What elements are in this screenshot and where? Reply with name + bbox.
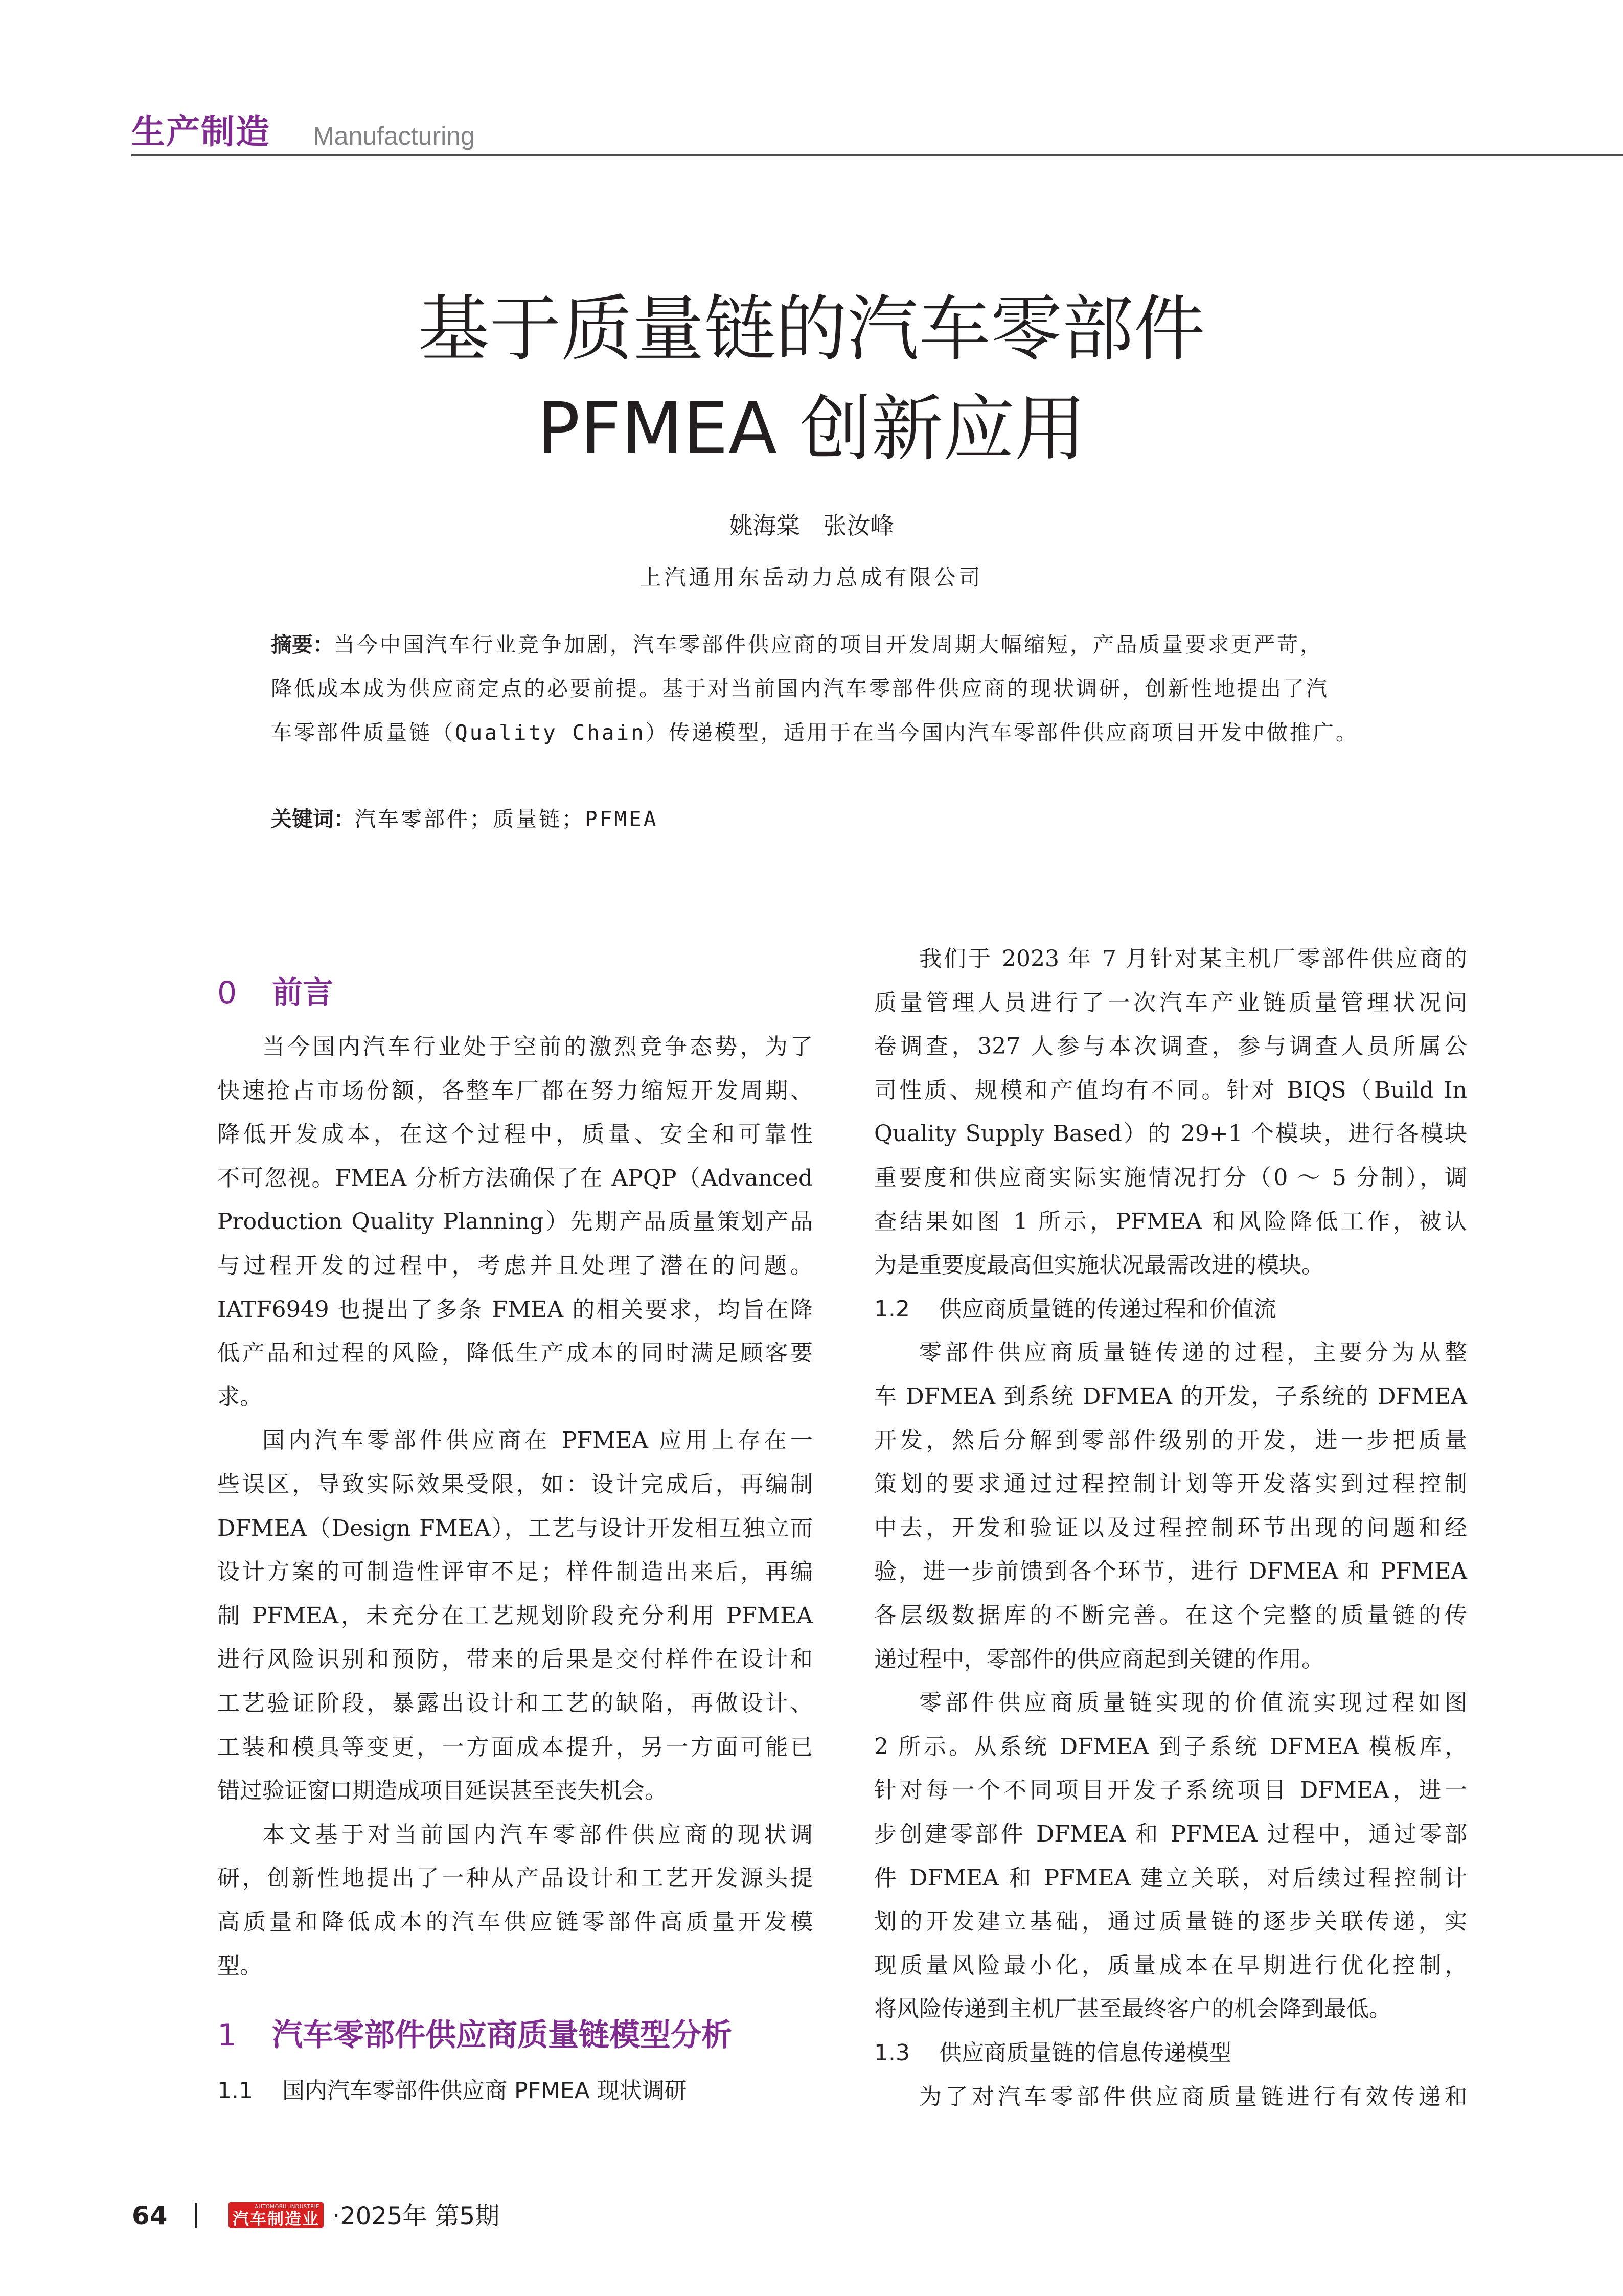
keywords-line [271, 806, 1467, 832]
subsection-heading-1-3: 1.3 供应商质量链的信息传递模型 [874, 2040, 1231, 2066]
abstract-line: 车零部件质量链（Quality Chain）传递模型，适用于在当今国内汽车零部件供应商项目开发中做推广。 [271, 720, 1359, 745]
logo-text-cn: 汽车制造业 [233, 2209, 320, 2228]
body-line: 制 PFMEA，未充分在工艺规划阶段充分利用 PFMEA [217, 1602, 813, 1629]
footer-divider [195, 2203, 197, 2228]
affiliation: 上汽通用东岳动力总成有限公司 [639, 565, 984, 590]
body-line: 本文基于对当前国内汽车零部件供应商的现状调 [262, 1821, 813, 1848]
body-line: 与过程开发的过程中，考虑并且处理了潜在的问题。 [217, 1253, 813, 1279]
body-line: 型。 [217, 1952, 262, 1979]
body-line: 些误区，导致实际效果受限，如：设计完成后，再编制 [217, 1471, 813, 1497]
body-line: 开发，然后分解到零部件级别的开发，进一步把质量 [874, 1427, 1467, 1453]
body-line: 卷调查，327 人参与本次调查，参与调查人员所属公 [874, 1033, 1467, 1060]
body-line: Quality Supply Based）的 29+1 个模块，进行各模块 [874, 1121, 1467, 1147]
body-line: 快速抢占市场份额，各整车厂都在努力缩短开发周期、 [217, 1077, 813, 1104]
body-line: 零部件供应商质量链传递的过程，主要分为从整 [919, 1339, 1467, 1366]
body-line: 针对每一个不同项目开发子系统项目 DFMEA，进一 [874, 1777, 1467, 1804]
body-line: IATF6949 也提出了多条 FMEA 的相关要求，均旨在降 [217, 1296, 813, 1323]
body-line: 重要度和供应商实际实施情况打分（0 ～ 5 分制），调 [874, 1165, 1467, 1191]
body-line: 递过程中，零部件的供应商起到关键的作用。 [874, 1646, 1324, 1672]
body-line: 不可忽视。FMEA 分析方法确保了在 APQP（Advanced [217, 1165, 813, 1191]
body-line: 低产品和过程的风险，降低生产成本的同时满足顾客要 [217, 1340, 813, 1367]
article-title-line1: 基于质量链的汽车零部件 [418, 288, 1205, 371]
section-heading-0: 0 前言 [217, 975, 333, 1011]
body-line: 工装和模具等变更，一方面成本提升，另一方面可能已 [217, 1734, 813, 1760]
authors: 姚海棠 张汝峰 [729, 512, 894, 539]
body-line: 研，创新性地提出了一种从产品设计和工艺开发源头提 [217, 1865, 813, 1892]
section-label-en: Manufacturing [313, 122, 475, 150]
body-line: 零部件供应商质量链实现的价值流实现过程如图 [919, 1690, 1467, 1716]
body-line: 将风险传递到主机厂甚至最终客户的机会降到最低。 [874, 1996, 1391, 2022]
body-line: 当今国内汽车行业处于空前的激烈竞争态势，为了 [262, 1034, 813, 1060]
body-line: 降低开发成本，在这个过程中，质量、安全和可靠性 [217, 1121, 813, 1148]
body-line: 验，进一步前馈到各个环节，进行 DFMEA 和 PFMEA [874, 1558, 1467, 1585]
subsection-heading-1-2: 1.2 供应商质量链的传递过程和价值流 [874, 1295, 1276, 1322]
keywords-label: 关键词： [271, 807, 355, 831]
body-line: Production Quality Planning）先期产品质量策划产品 [217, 1209, 813, 1235]
body-line: 策划的要求通过过程控制计划等开发落实到过程控制 [874, 1471, 1467, 1497]
section-heading-1: 1 汽车零部件供应商质量链模型分析 [217, 2017, 732, 2053]
abstract-line [271, 632, 1467, 657]
body-line: 现质量风险最小化，质量成本在早期进行优化控制， [874, 1952, 1467, 1979]
body-line: 司性质、规模和产值均有不同。针对 BIQS（Build In [874, 1077, 1467, 1103]
keywords: 汽车零部件；质量链；PFMEA [355, 807, 658, 831]
body-line: 为了对汽车零部件供应商质量链进行有效传递和 [919, 2083, 1467, 2110]
abstract-line: 降低成本成为供应商定点的必要前提。基于对当前国内汽车零部件供应商的现状调研，创新性地提出了汽 [271, 676, 1329, 701]
body-line: 国内汽车零部件供应商在 PFMEA 应用上存在一 [262, 1427, 813, 1454]
journal-logo [228, 2202, 324, 2228]
section-label-cn: 生产制造 [131, 112, 270, 151]
body-line: 质量管理人员进行了一次汽车产业链质量管理状况问 [874, 989, 1467, 1016]
page-number: 64 [132, 2201, 168, 2231]
body-line: 2 所示。从系统 DFMEA 到子系统 DFMEA 模板库， [874, 1733, 1467, 1760]
body-line: 进行风险识别和预防，带来的后果是交付样件在设计和 [217, 1646, 813, 1673]
body-line: 我们于 2023 年 7 月针对某主机厂零部件供应商的 [919, 946, 1467, 972]
header-divider [131, 154, 1623, 156]
body-line: 设计方案的可制造性评审不足；样件制造出来后，再编 [217, 1559, 813, 1585]
body-line: 划的开发建立基础，通过质量链的逐步关联传递，实 [874, 1908, 1467, 1935]
body-line: 求。 [217, 1383, 262, 1410]
body-line: 错过验证窗口期造成项目延误甚至丧失机会。 [217, 1778, 667, 1804]
body-line: DFMEA（Design FMEA），工艺与设计开发相互独立而 [217, 1515, 813, 1541]
body-line: 中去，开发和验证以及过程控制环节出现的问题和经 [874, 1514, 1467, 1541]
logo-text-en: AUTOMOBIL INDUSTRIE [255, 2204, 319, 2210]
issue-info: ·2025年 第5期 [332, 2202, 500, 2231]
body-line: 高质量和降低成本的汽车供应链零部件高质量开发模 [217, 1909, 813, 1935]
abstract-label: 摘要： [271, 632, 334, 657]
body-line: 各层级数据库的不断完善。在这个完整的质量链的传 [874, 1602, 1467, 1628]
body-line: 件 DFMEA 和 PFMEA 建立关联，对后续过程控制计 [874, 1865, 1467, 1891]
body-line: 步创建零部件 DFMEA 和 PFMEA 过程中，通过零部 [874, 1821, 1467, 1847]
body-line: 车 DFMEA 到系统 DFMEA 的开发，子系统的 DFMEA [874, 1383, 1467, 1410]
abstract-text: 当今中国汽车行业竞争加剧，汽车零部件供应商的项目开发周期大幅缩短，产品质量要求更严苛， [334, 632, 1323, 657]
subsection-heading-1-1: 1.1 国内汽车零部件供应商 PFMEA 现状调研 [217, 2078, 687, 2104]
body-line: 为是重要度最高但实施状况最需改进的模块。 [874, 1252, 1324, 1279]
body-line: 查结果如图 1 所示，PFMEA 和风险降低工作，被认 [874, 1208, 1467, 1235]
article-title-line2: PFMEA 创新应用 [537, 388, 1086, 471]
body-line: 工艺验证阶段，暴露出设计和工艺的缺陷，再做设计、 [217, 1690, 813, 1716]
